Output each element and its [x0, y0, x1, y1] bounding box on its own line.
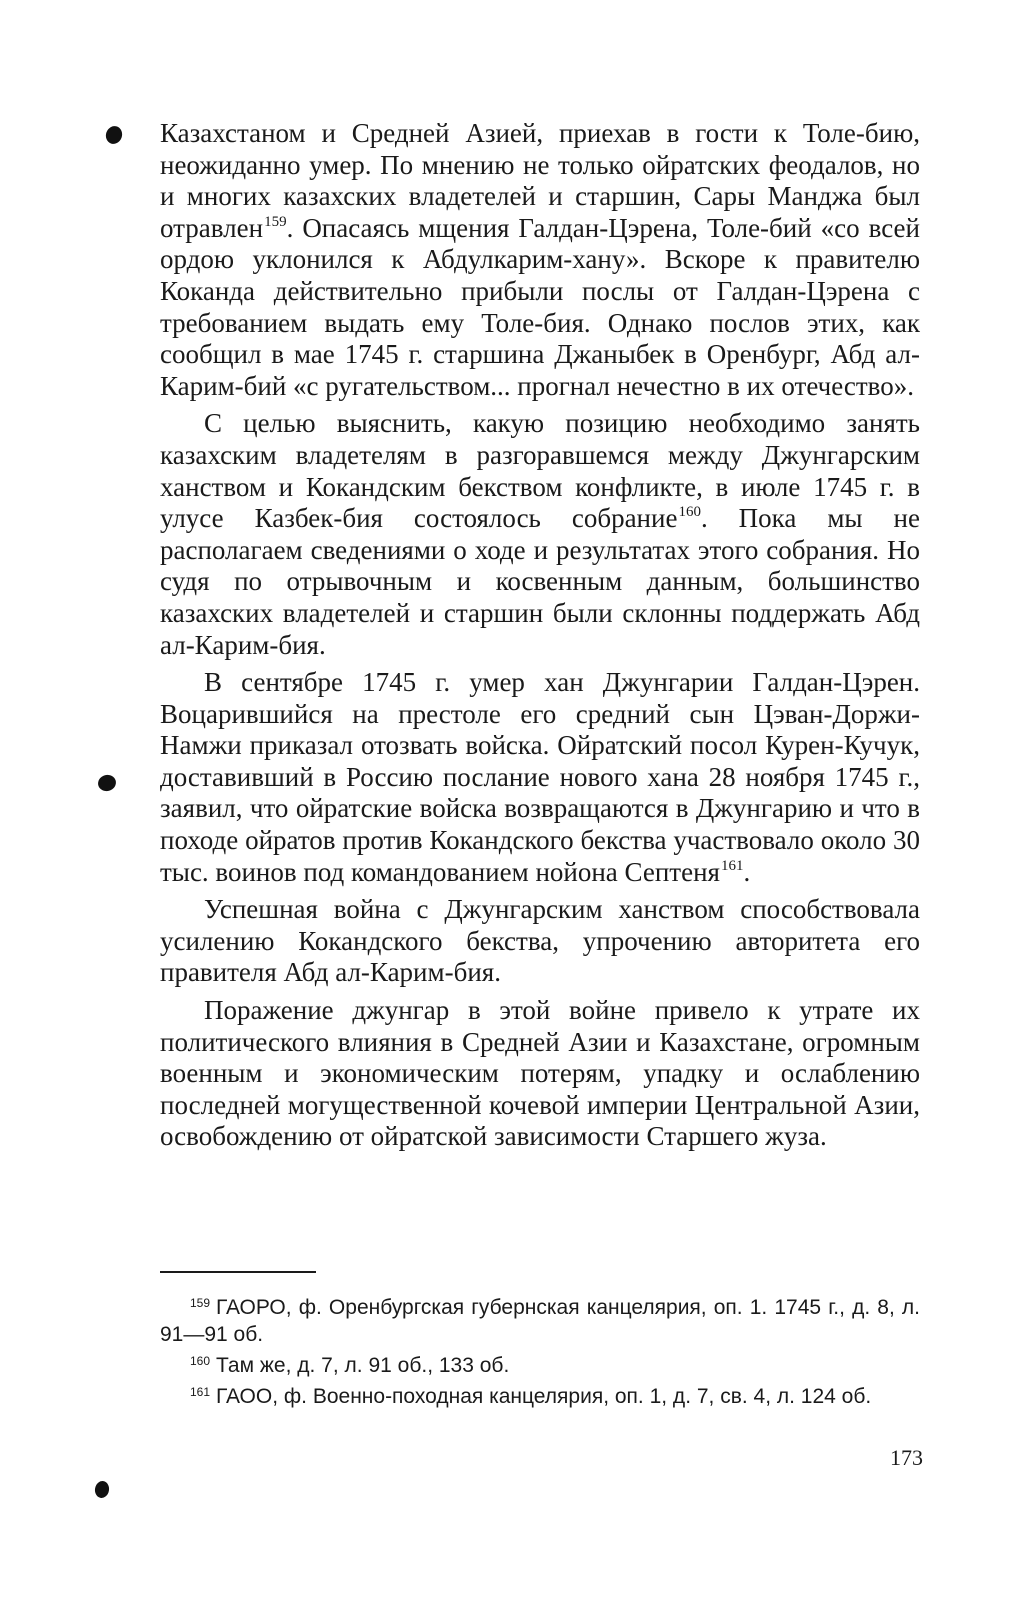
paragraph-text: С целью выяснить, какую позицию необходимо занять казахским владетелям в разгоравшемся между Джунгарским ханством и Кокандским бекством конфликте, в июле 1745 г. в улусе Казбек-бия состоялось собрание — [160, 408, 920, 534]
footnote-text: ГАОО, ф. Военно-походная канцелярия, оп. 1, д. 7, св. 4, л. 124 об. — [216, 1385, 872, 1408]
paragraph-text: . Пока мы не располагаем сведениями о ходе и результатах этого собрания. Но судя по отрывочным и косвенным данным, большинство казахских владетелей и старшин были склонны поддержать Абд ал-Карим-бия. — [160, 503, 920, 660]
footnote-ref-161: 161 — [720, 857, 744, 874]
page-number: 173 — [890, 1445, 923, 1470]
footnote-159 — [160, 1290, 920, 1348]
footnote-divider — [160, 1271, 316, 1273]
paragraph-text: Казахстаном и Средней Азией, приехав в гости к Толе-бию, неожиданно умер. По мнению не только ойратских феодалов, но и многих казахских владетелей и старшин, Сары Манджа был отравлен — [160, 118, 920, 243]
paragraph-text: Поражение джунгар в этой войне привело к утрате их политического влияния в Средней Азии и Казахстане, огромным военным и экономическим потерям, упадку и ослаблению последней могущественной кочевой империи Центральной Азии, освобождению от ойратской зависимости Старшего жуза. — [160, 995, 920, 1152]
footnote-ref-160: 160 — [678, 504, 701, 521]
footnote-number: 160 — [190, 1354, 211, 1368]
footnote-number: 159 — [190, 1296, 211, 1310]
ink-blot — [103, 124, 124, 146]
paragraph-4 — [160, 894, 920, 989]
footnote-ref-159: 159 — [264, 213, 287, 230]
footnote-text: ГАОРО, ф. Оренбургская губернская канцелярия, оп. 1. 1745 г., д. 8, л. 91—91 об. — [160, 1296, 920, 1346]
page-body — [160, 118, 920, 1153]
footnote-text: Там же, д. 7, л. 91 об., 133 об. — [216, 1354, 510, 1377]
paragraph-3 — [160, 667, 920, 888]
paragraph-text: Успешная война с Джунгарским ханством способствовала усилению Кокандского бекства, упрочению авторитета его правителя Абд ал-Карим-бия. — [160, 894, 920, 988]
footnote-number: 161 — [190, 1385, 211, 1399]
footnote-161 — [160, 1379, 920, 1410]
paragraph-5 — [160, 995, 920, 1153]
ink-blot — [96, 773, 118, 793]
paragraph-1 — [160, 118, 920, 402]
paragraph-text: . — [743, 856, 751, 887]
footnotes — [160, 1290, 920, 1410]
paragraph-2 — [160, 408, 920, 661]
paragraph-text: . Опасаясь мщения Галдан-Цэрена, Толе-бий «со всей ордою уклонился к Абдулкарим-хану». Вскоре к правителю Коканда действительно прибыли послы от Галдан-Цэрена с требованием выдать ему Толе-бия. Однако послов этих, как сообщил в мае 1745 г. старшина Джаныбек в Оренбург, Абд ал-Карим-бий «с ругательством... прогнал нечестно в их отечество». — [160, 212, 920, 401]
footnote-160 — [160, 1348, 920, 1379]
ink-blot — [94, 1480, 111, 1499]
paragraph-text: В сентябре 1745 г. умер хан Джунгарии Галдан-Цэрен. Воцарившийся на престоле его средний сын Цэван-Доржи-Намжи приказал отозвать войска. Ойратский посол Курен-Кучук, доставивший в Россию послание нового хана 28 ноября 1745 г., заявил, что ойратские войска возвращаются в Джунгарию и что в походе ойратов против Кокандского бекства участвовало около 30 тыс. воинов под командованием нойона Септеня — [160, 667, 920, 887]
